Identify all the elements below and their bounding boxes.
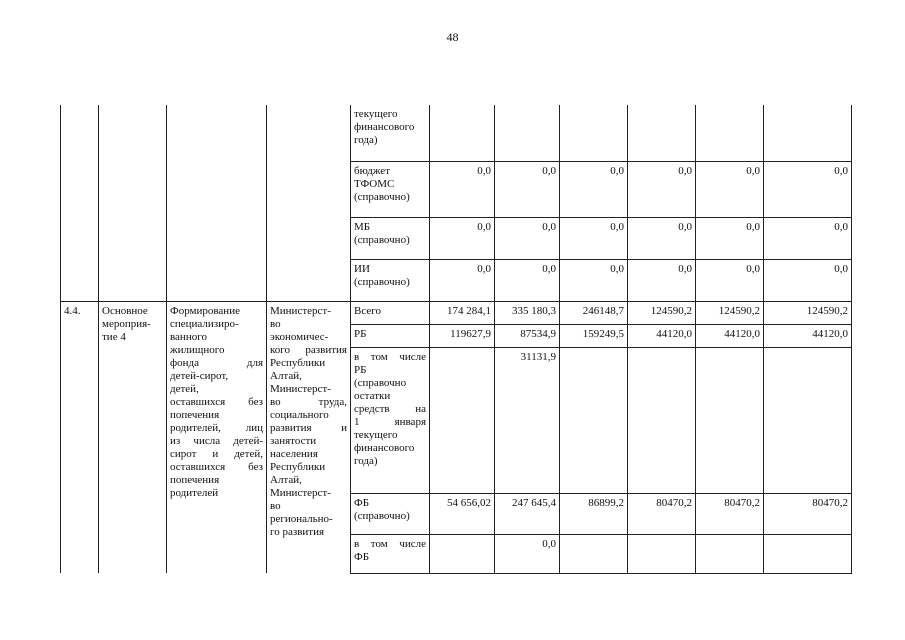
value-cell: 31131,9	[495, 347, 560, 493]
text-line: оставшихся без	[170, 395, 263, 408]
value-cell	[560, 347, 628, 493]
text-line: Республики	[270, 460, 326, 473]
text-line: (справочно	[354, 376, 407, 389]
value-cell: 0,0	[495, 161, 560, 217]
value-cell: 0,0	[628, 259, 696, 301]
value-cell: 0,0	[560, 161, 628, 217]
value-cell: 119627,9	[430, 324, 495, 347]
program-table	[60, 105, 852, 574]
measure-executor	[267, 301, 351, 573]
description-cell	[167, 105, 267, 301]
value-cell: 0,0	[764, 259, 852, 301]
value-cell: 80470,2	[696, 493, 764, 534]
text-line: социального	[270, 408, 329, 421]
text-line: ванного	[170, 330, 207, 343]
text-line: Министерст-	[270, 304, 331, 317]
value-cell: 0,0	[430, 259, 495, 301]
text-line: 1 января	[354, 415, 426, 428]
value-cell: 124590,2	[764, 301, 852, 324]
text-line: Министерст-	[270, 382, 331, 395]
text-line: РБ	[354, 363, 367, 376]
measure-name: Основное мероприя- тие 4	[99, 301, 167, 573]
value-cell: 0,0	[764, 161, 852, 217]
value-cell: 0,0	[430, 161, 495, 217]
text-line: попечения	[170, 473, 220, 486]
text-line: населения	[270, 447, 318, 460]
value-cell: 0,0	[696, 161, 764, 217]
text-line: остатки	[354, 389, 391, 402]
funding-source: РБ	[351, 324, 430, 347]
value-cell: 0,0	[560, 259, 628, 301]
text-line: сирот и детей,	[170, 447, 263, 460]
value-cell: 0,0	[560, 217, 628, 259]
text-line: в том числе	[354, 350, 426, 363]
value-cell: 335 180,3	[495, 301, 560, 324]
text-line: текущего	[354, 428, 398, 441]
text-line: в том числе	[354, 537, 426, 550]
funding-source: ИИ (справочно)	[351, 259, 430, 301]
text-line: финансового	[354, 441, 415, 454]
value-cell: 247 645,4	[495, 493, 560, 534]
value-cell	[628, 347, 696, 493]
text-line: во	[270, 317, 281, 330]
value-cell	[560, 105, 628, 161]
value-cell: 86899,2	[560, 493, 628, 534]
funding-source: МБ (справочно)	[351, 217, 430, 259]
text-line: Республики	[270, 356, 326, 369]
text-line: развития и	[270, 421, 347, 434]
value-cell: 0,0	[628, 217, 696, 259]
value-cell: 44120,0	[628, 324, 696, 347]
value-cell: 0,0	[696, 259, 764, 301]
value-cell: 44120,0	[764, 324, 852, 347]
text-line: Формирование	[170, 304, 240, 317]
text-line: специализиро-	[170, 317, 239, 330]
value-cell	[764, 105, 852, 161]
value-cell	[628, 534, 696, 573]
name-cell	[99, 105, 167, 301]
text-line: попечения	[170, 408, 220, 421]
text-line: детей,	[170, 382, 199, 395]
funding-source: текущего финансового года)	[351, 105, 430, 161]
text-line: года)	[354, 454, 378, 467]
value-cell: 54 656,02	[430, 493, 495, 534]
funding-source: ФБ (справочно)	[351, 493, 430, 534]
value-cell	[560, 534, 628, 573]
text-line: из числа детей-	[170, 434, 263, 447]
value-cell: 159249,5	[560, 324, 628, 347]
text-line: Министерст-	[270, 486, 331, 499]
value-cell: 0,0	[495, 534, 560, 573]
text-line: средств на	[354, 402, 426, 415]
measure-number: 4.4.	[61, 301, 99, 573]
table-row	[61, 105, 852, 161]
text-line: родителей, лиц	[170, 421, 263, 434]
value-cell	[764, 534, 852, 573]
text-line: занятости	[270, 434, 317, 447]
value-cell	[764, 347, 852, 493]
funding-source	[351, 347, 430, 493]
text-line: во	[270, 499, 281, 512]
funding-source	[351, 534, 430, 573]
value-cell	[495, 105, 560, 161]
value-cell: 124590,2	[628, 301, 696, 324]
value-cell	[430, 105, 495, 161]
value-cell	[696, 105, 764, 161]
text-line: го развития	[270, 525, 325, 538]
value-cell: 0,0	[495, 217, 560, 259]
executor-cell	[267, 105, 351, 301]
text-line: ФБ	[354, 550, 370, 563]
value-cell: 0,0	[628, 161, 696, 217]
value-cell: 0,0	[430, 217, 495, 259]
text-line: родителей	[170, 486, 219, 499]
value-cell	[696, 534, 764, 573]
value-cell: 0,0	[764, 217, 852, 259]
page-number: 48	[446, 30, 459, 44]
text-line: детей-сирот,	[170, 369, 229, 382]
text-line: жилищного	[170, 343, 225, 356]
value-cell	[430, 534, 495, 573]
funding-source: бюджет ТФОМС (справочно)	[351, 161, 430, 217]
number-cell	[61, 105, 99, 301]
value-cell	[628, 105, 696, 161]
value-cell: 80470,2	[764, 493, 852, 534]
text-line: регионально-	[270, 512, 333, 525]
value-cell: 174 284,1	[430, 301, 495, 324]
value-cell	[696, 347, 764, 493]
value-cell: 0,0	[495, 259, 560, 301]
funding-source: Всего	[351, 301, 430, 324]
value-cell: 87534,9	[495, 324, 560, 347]
text-line: кого развития	[270, 343, 347, 356]
value-cell: 246148,7	[560, 301, 628, 324]
text-line: во труда,	[270, 395, 347, 408]
text-line: Алтай,	[270, 369, 302, 382]
value-cell: 44120,0	[696, 324, 764, 347]
table-row	[61, 301, 852, 324]
text-line: экономичес-	[270, 330, 329, 343]
value-cell: 0,0	[696, 217, 764, 259]
measure-description	[167, 301, 267, 573]
text-line: фонда для	[170, 356, 263, 369]
value-cell	[430, 347, 495, 493]
value-cell: 124590,2	[696, 301, 764, 324]
value-cell: 80470,2	[628, 493, 696, 534]
text-line: Алтай,	[270, 473, 302, 486]
text-line: оставшихся без	[170, 460, 263, 473]
